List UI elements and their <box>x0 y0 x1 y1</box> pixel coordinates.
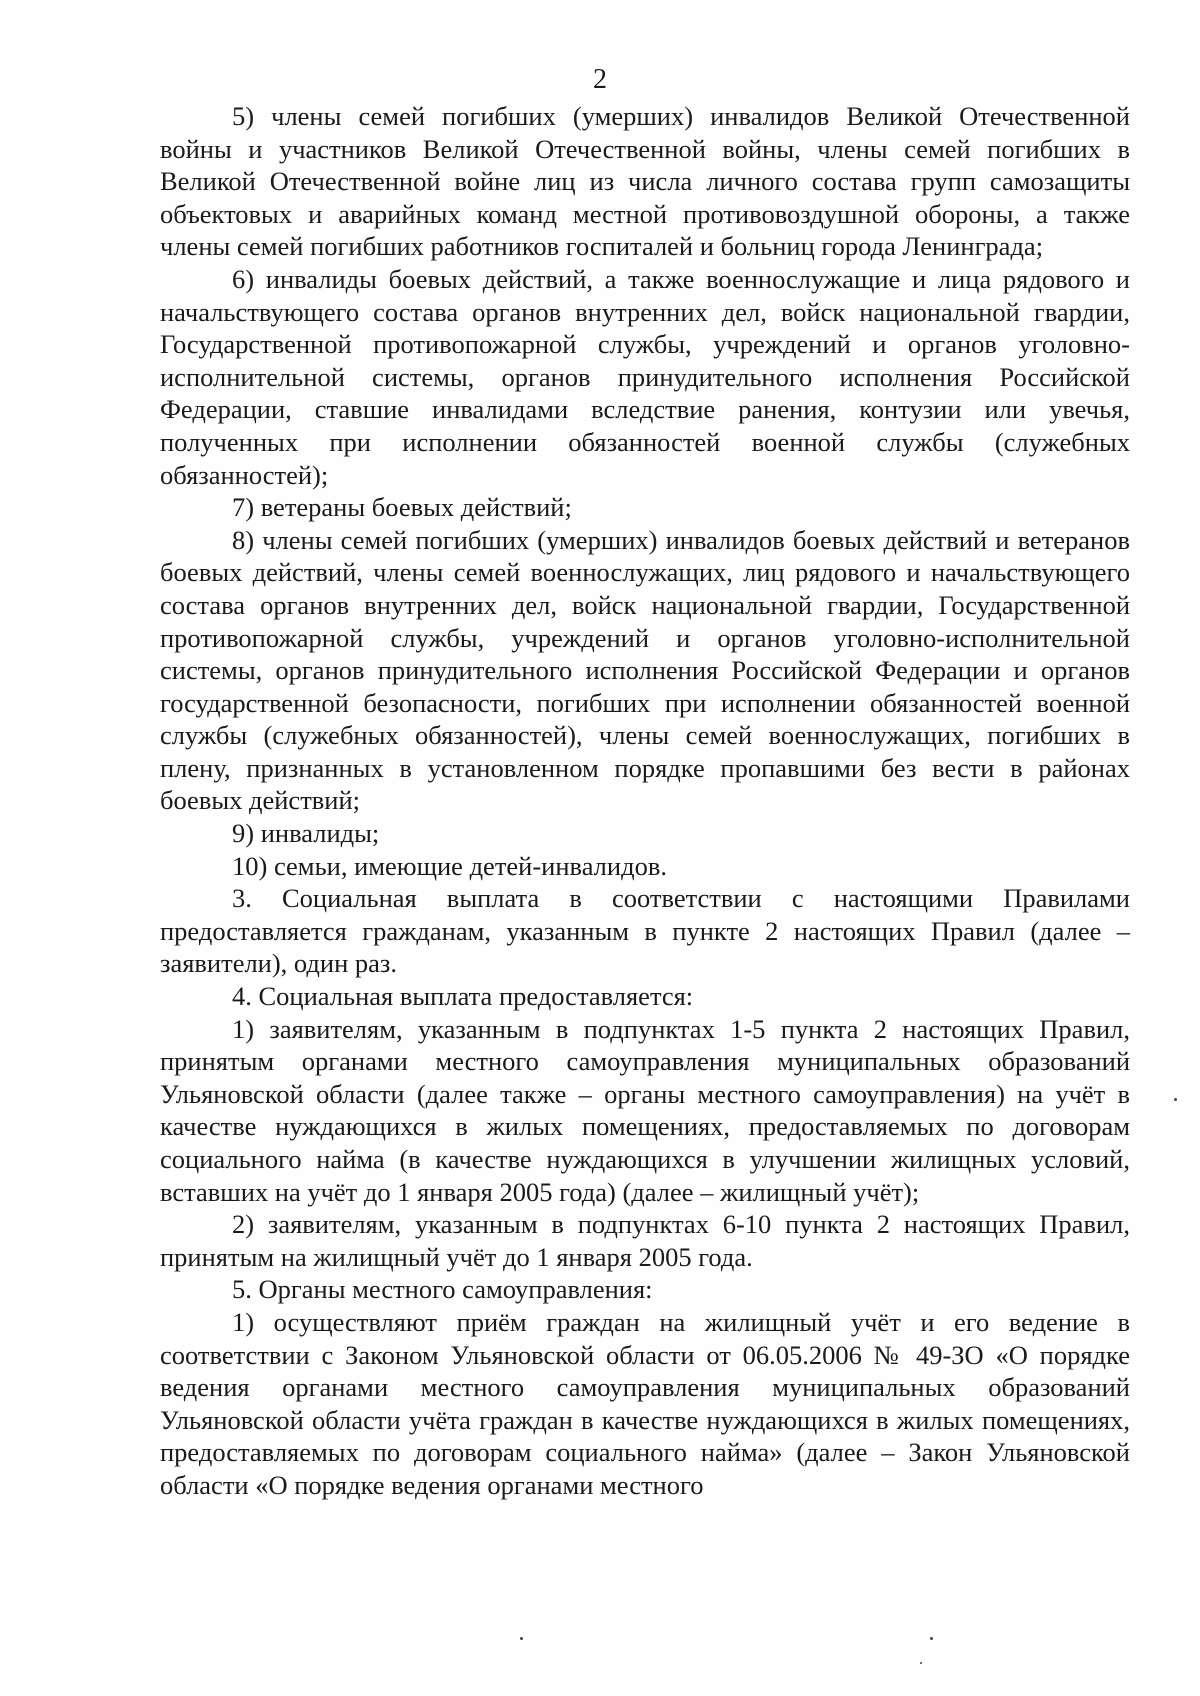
document-body <box>160 100 1130 1502</box>
paragraph-item-6: 6) инвалиды боевых действий, а также военнослужащие и лица рядового и начальствующего состава органов внутренних дел, войск национальной гвардии, Государственной противопожарной службы, учреждений и органов уголовно-исполнительной системы, органов принудительного исполнения Российской Федерации, ставшие инвалидами вследствие ранения, контузии или увечья, полученных при исполнении обязанностей военной службы (служебных обязанностей); <box>160 263 1130 490</box>
paragraph-item-8: 8) члены семей погибших (умерших) инвалидов боевых действий и ветеранов боевых действий, члены семей военнослужащих, лиц рядового и начальствующего состава органов внутренних дел, войск национальной гвардии, Государственной противопожарной службы, учреждений и органов уголовно-исполнительной системы, органов принудительного исполнения Российской Федерации и органов государственной безопасности, погибших при исполнении обязанностей военной службы (служебных обязанностей), члены семей военнослужащих, погибших в плену, признанных в установленном порядке пропавшими без вести в районах боевых действий; <box>160 524 1130 816</box>
paragraph-section-3: 3. Социальная выплата в соответствии с настоящими Правилами предоставляется гражданам, указанным в пункте 2 настоящих Правил (далее – заявители), один раз. <box>160 883 1130 979</box>
page-number: 2 <box>593 64 607 95</box>
scan-speck <box>920 1662 922 1664</box>
paragraph-item-5: 5) члены семей погибших (умерших) инвалидов Великой Отечественной войны и участников Великой Отечественной войны, члены семей погибших в Великой Отечественной войне лиц из числа личного состава групп самозащиты объектовых и аварийных команд местной противовоздушной обороны, а также члены семей погибших работников госпиталей и больниц города Ленинграда; <box>160 101 1130 262</box>
paragraph-section-5-item-1: 1) осуществляют приём граждан на жилищный учёт и его ведение в соответствии с Законом Ульяновской области от 06.05.2006 № 49-ЗО «О порядке ведения органами местного самоуправления муниципальных образований Ульяновской области учёта граждан в качестве нуждающихся в жилых помещениях, предоставляемых по договорам социального найма» (далее – Закон Ульяновской области «О порядке ведения органами местного <box>160 1306 1130 1500</box>
paragraph-section-4: 4. Социальная выплата предоставляется: <box>232 981 694 1012</box>
paragraph-section-4-item-1: 1) заявителям, указанным в подпунктах 1-5 пункта 2 настоящих Правил, принятым органами местного самоуправления муниципальных образований Ульяновской области (далее также – органы местного самоуправления) на учёт в качестве нуждающихся в жилых помещениях, предоставляемых по договорам социального найма (в качестве нуждающихся в улучшении жилищных условий, вставших на учёт до 1 января 2005 года) (далее – жилищный учёт); <box>160 1013 1130 1207</box>
paragraph-section-5: 5. Органы местного самоуправления: <box>232 1274 653 1305</box>
paragraph-item-9: 9) инвалиды; <box>232 818 380 849</box>
scan-speck <box>520 1637 523 1640</box>
scan-speck <box>1174 1098 1177 1101</box>
paragraph-item-7: 7) ветераны боевых действий; <box>232 492 572 523</box>
scan-speck <box>930 1637 933 1640</box>
paragraph-item-10: 10) семьи, имеющие детей-инвалидов. <box>232 850 667 881</box>
paragraph-section-4-item-2: 2) заявителям, указанным в подпунктах 6-10 пункта 2 настоящих Правил, принятым на жилищный учёт до 1 января 2005 года. <box>160 1209 1130 1272</box>
